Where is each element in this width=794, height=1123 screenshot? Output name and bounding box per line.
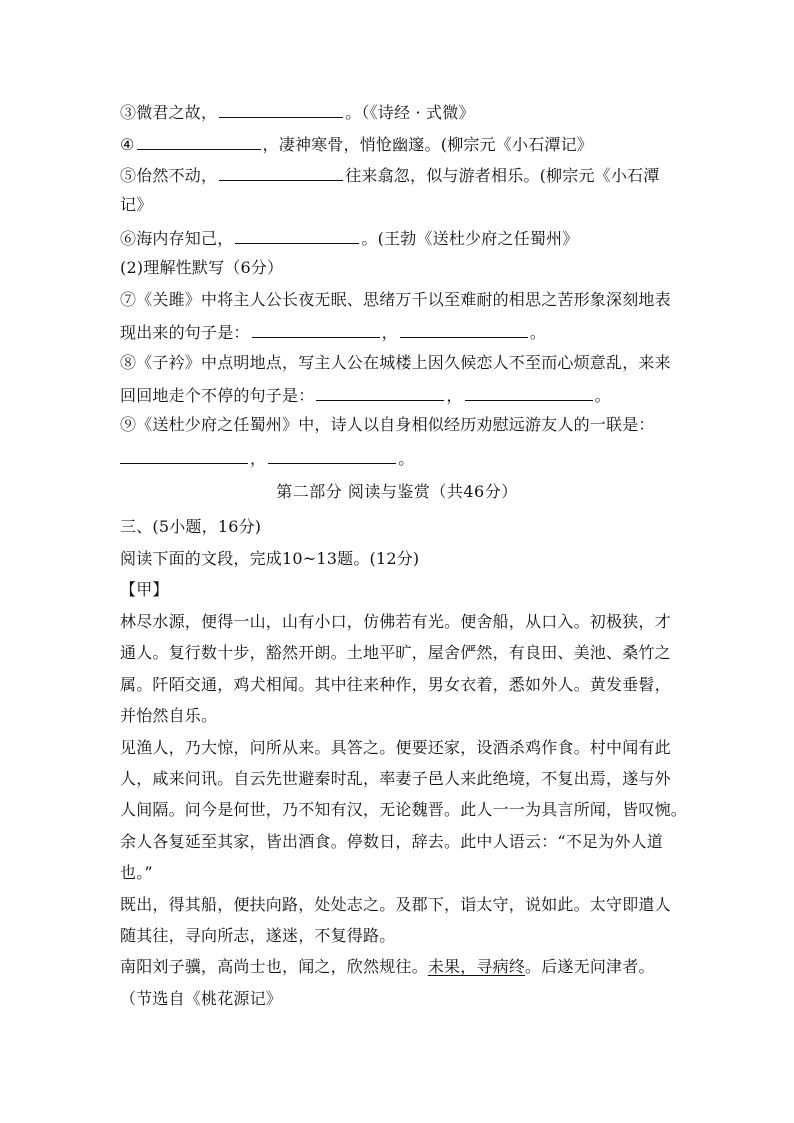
answer-blank[interactable] [235, 227, 359, 244]
passage-line: 既出，得其船，便扶向路，处处志之。及郡下，诣太守，说如此。太守即遣人 [120, 895, 671, 914]
reading-instruction: 阅读下面的文段，完成10~13题。(12分) [120, 549, 420, 568]
passage-line-last: 南阳刘子骥，高尚士也，闻之，欣然规往。未果，寻病终。后遂无问津者。 [120, 957, 655, 976]
answer-blank[interactable] [120, 447, 248, 464]
answer-blank[interactable] [465, 384, 593, 401]
passage-line: 人，咸来问讯。自云先世避秦时乱，率妻子邑人来此绝境，不复出焉，遂与外 [120, 769, 671, 788]
section-heading-2: (2)理解性默写（6分） [120, 258, 284, 277]
answer-blank[interactable] [219, 101, 343, 118]
passage-line: 属。阡陌交通，鸡犬相闻。其中往来种作，男女衣着，悉如外人。黄发垂髫， [120, 675, 671, 694]
passage-line: 余人各复延至其家，皆出酒食。停数日，辞去。此中人语云：“不足为外人道 [120, 832, 663, 851]
passage-source: （节选自《桃花源记》 [120, 989, 283, 1008]
passage-line: 也。” [120, 863, 153, 882]
passage-line: 见渔人，乃大惊，问所从来。具答之。便要还家，设酒杀鸡作食。村中闻有此 [120, 738, 671, 757]
answer-blank[interactable] [137, 133, 261, 150]
section-heading-3: 三、(5小题，16分) [120, 517, 262, 536]
passage-line: 随其往，寻向所志，遂迷，不复得路。 [120, 926, 396, 945]
q7-line-1: ⑦《关雎》中将主人公长夜无眠、思绪万千以至难耐的相思之苦形象深刻地表 [120, 290, 671, 309]
passage-line: 通人。复行数十步，豁然开朗。土地平旷，屋舍俨然，有良田、美池、桑竹之 [120, 643, 671, 662]
q4-line: ④ ，凄神寒骨，悄怆幽邃。(柳宗元《小石潭记》 [120, 135, 593, 154]
passage-label: 【甲】 [120, 580, 169, 599]
q6-line: ⑥海内存知己， 。(王勃《送杜少府之任蜀州》 [120, 229, 579, 248]
passage-line: 人间隔。问今是何世，乃不知有汉，无论魏晋。此人一一为具言所闻，皆叹惋。 [120, 800, 688, 819]
answer-blank[interactable] [268, 447, 396, 464]
answer-blank[interactable] [252, 321, 380, 338]
answer-blank[interactable] [316, 384, 444, 401]
q3-line: ③微君之故， 。（《诗经 · 式微》 [120, 103, 475, 122]
q5-line: ⑤佁然不动， 往来翕忽，似与游者相乐。(柳宗元《小石潭 [120, 166, 660, 185]
part-two-title: 第二部分 阅读与鉴赏（共46分） [276, 482, 518, 501]
passage-line: 林尽水源，便得一山，山有小口，仿佛若有光。便舍船，从口入。初极狭，才 [120, 612, 671, 631]
q9-line-1: ⑨《送杜少府之任蜀州》中，诗人以自身相似经历劝慰远游友人的一联是： [120, 415, 655, 434]
q7-line-2: 现出来的句子是： ， 。 [120, 323, 547, 342]
q9-line-2: ， 。 [120, 447, 414, 469]
q8-line-2: 回回地走个不停的句子是： ， 。 [120, 386, 611, 405]
answer-blank[interactable] [400, 321, 528, 338]
q5-line-cont: 记》 [120, 195, 153, 214]
q8-line-1: ⑧《子衿》中点明地点，写主人公在城楼上因久候恋人不至而心烦意乱，来来 [120, 353, 671, 372]
underlined-phrase: 未果，寻病终 [427, 957, 526, 976]
passage-line: 并怡然自乐。 [120, 706, 218, 725]
answer-blank[interactable] [219, 164, 343, 181]
